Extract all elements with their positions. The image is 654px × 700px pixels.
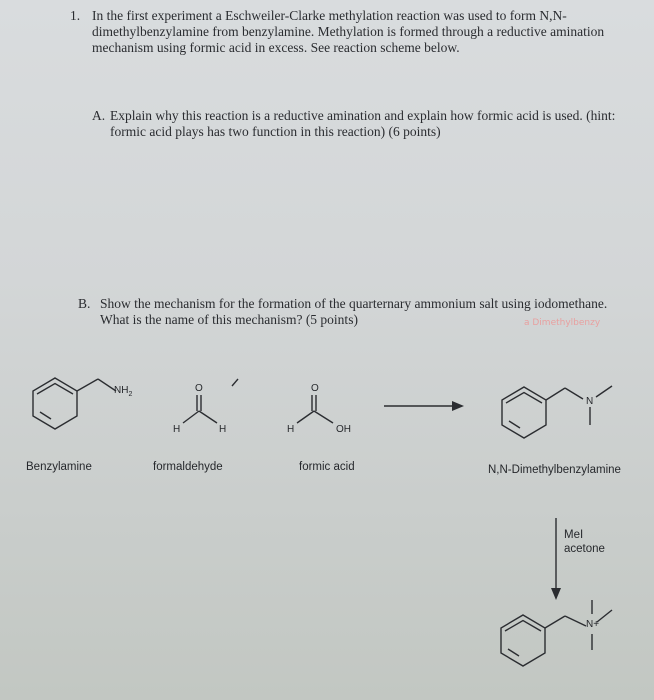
benzylamine-structure bbox=[33, 378, 116, 429]
part-text: Show the mechanism for the formation of the quarternary ammonium salt using iodomethane. What is the name of this mechanism? (5 points) bbox=[100, 296, 608, 327]
salt-nitrogen: N+ bbox=[586, 619, 600, 630]
part-text: Explain why this reaction is a reductive amination and explain how formic acid is used. (hint: formic acid plays has two function in this reaction) (6 points) bbox=[110, 108, 616, 139]
formaldehyde-left-h: H bbox=[173, 424, 181, 435]
product-structure bbox=[502, 386, 612, 438]
methylation-arrow bbox=[551, 518, 561, 600]
formaldehyde-oxygen: O bbox=[195, 383, 203, 394]
amine-group-label: $NH_2$ bbox=[114, 385, 133, 398]
formic-acid-hydroxyl: OH bbox=[336, 424, 351, 435]
formic-acid-label: formic acid bbox=[299, 461, 355, 473]
reagent-label: MeI bbox=[564, 529, 584, 541]
part-label: A. bbox=[92, 108, 106, 123]
formaldehyde-right-h: H bbox=[219, 424, 227, 435]
part-label: B. bbox=[78, 296, 91, 311]
question-text: In the first experiment a Eschweiler-Clarke methylation reaction was used to form N,N-dimethylbenzylamine from benzylamine. Methylation is formed through a reductive amination mechanism using formic acid in excess. See reaction scheme below. bbox=[92, 8, 605, 55]
formic-acid-structure bbox=[297, 395, 333, 423]
product-label: N,N-Dimethylbenzylamine bbox=[488, 464, 621, 476]
question-number: 1. bbox=[70, 8, 81, 23]
solvent-label: acetone bbox=[564, 543, 605, 555]
benzylamine-label: Benzylamine bbox=[26, 461, 92, 473]
formic-acid-h: H bbox=[287, 424, 295, 435]
salt-structure bbox=[501, 600, 612, 666]
formaldehyde-label: formaldehyde bbox=[153, 461, 223, 473]
formaldehyde-structure bbox=[183, 379, 238, 423]
formic-acid-oxygen: O bbox=[311, 383, 319, 394]
reaction-arrow bbox=[384, 401, 464, 411]
handwritten-note: a Dimethylbenzy bbox=[524, 318, 601, 328]
product-nitrogen: N bbox=[586, 396, 594, 407]
